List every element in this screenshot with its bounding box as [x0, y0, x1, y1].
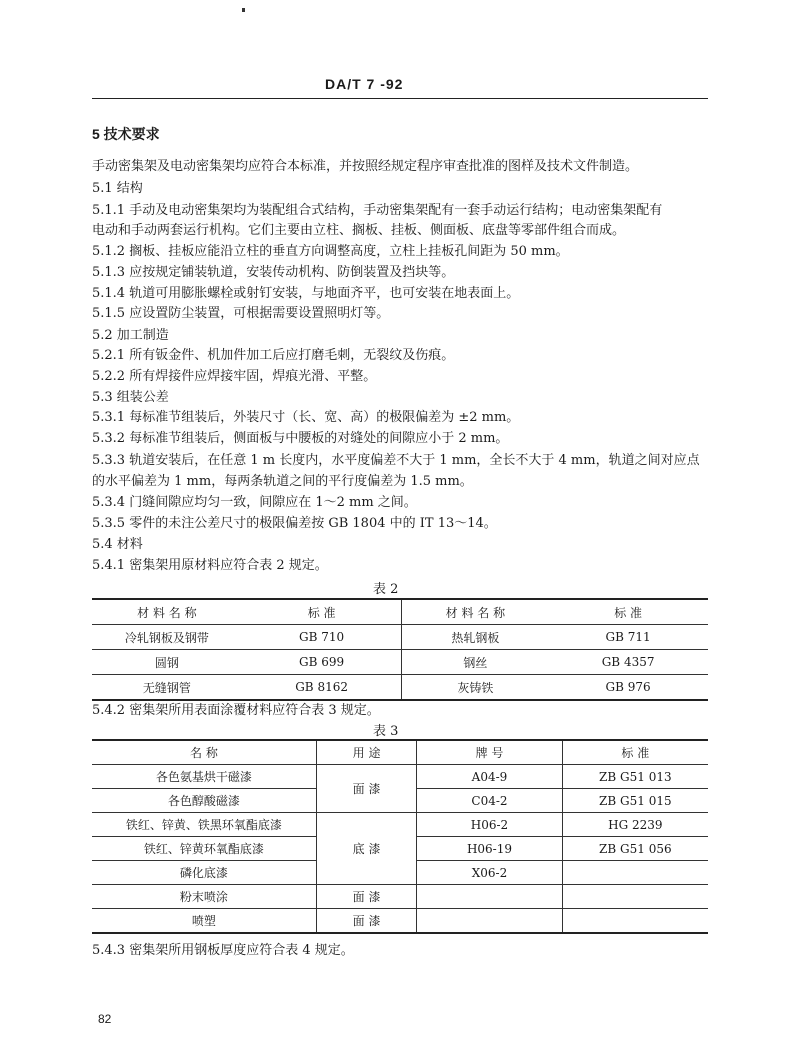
- table-row: [92, 765, 708, 789]
- table-cell: GB 710: [242, 625, 402, 650]
- clause-5-1-1-cont: 电动和手动两套运行机构。它们主要由立柱、搁板、挂板、侧面板、底盘等零部件组合而成。: [92, 223, 626, 238]
- table-3-caption: 表 3: [373, 724, 399, 739]
- table-cell: X06-2: [417, 861, 562, 885]
- table-header-cell: 名 称: [92, 740, 316, 765]
- clause-5-4-1: 5.4.1 密集架用原材料应符合表 2 规定。: [92, 558, 328, 573]
- clause-5-3-3-cont: 的水平偏差为 1 mm，每两条轨道之间的平行度偏差为 1.5 mm。: [92, 474, 473, 489]
- clause-5-1-5: 5.1.5 应设置防尘装置，可根据需要设置照明灯等。: [92, 306, 390, 321]
- table-cell: [562, 885, 708, 909]
- table-header-cell: 材 料 名 称: [92, 599, 242, 625]
- table-cell: 圆钢: [92, 650, 242, 675]
- clause-5-1-3: 5.1.3 应按规定铺装轨道，安装传动机构、防倒装置及挡块等。: [92, 265, 455, 280]
- page-header: DA/T 7 -92: [325, 76, 404, 92]
- table-header-cell: 标 准: [242, 599, 402, 625]
- table-cell: ZB G51 013: [562, 765, 708, 789]
- table-3: [92, 739, 708, 934]
- table-2: [92, 598, 708, 701]
- clause-5-1-2: 5.1.2 搁板、挂板应能沿立柱的垂直方向调整高度，立柱上挂板孔间距为 50 mm。: [92, 244, 569, 259]
- section-5-heading: 5 技术要求: [92, 126, 160, 142]
- table-cell: [562, 861, 708, 885]
- clause-5-2-1: 5.2.1 所有钣金件、机加件加工后应打磨毛刺，无裂纹及伤痕。: [92, 348, 455, 363]
- clause-5-2: 5.2 加工制造: [92, 328, 169, 343]
- table-row: [92, 599, 708, 625]
- table-cell: 各色醇酸磁漆: [92, 789, 316, 813]
- table-cell: [562, 909, 708, 934]
- table-cell: 粉末喷涂: [92, 885, 316, 909]
- table-cell: 钢丝: [402, 650, 548, 675]
- header-rule: [92, 98, 708, 99]
- table-cell: H06-2: [417, 813, 562, 837]
- table-2-caption: 表 2: [373, 582, 399, 597]
- clause-5-1-4: 5.1.4 轨道可用膨胀螺栓或射钉安装，与地面齐平，也可安装在地表面上。: [92, 286, 520, 301]
- clause-5-2-2: 5.2.2 所有焊接件应焊接牢固，焊痕光滑、平整。: [92, 369, 377, 384]
- table-header-cell: 牌 号: [417, 740, 562, 765]
- table-cell: ZB G51 015: [562, 789, 708, 813]
- table-cell: 各色氨基烘干磁漆: [92, 765, 316, 789]
- table-cell: ZB G51 056: [562, 837, 708, 861]
- table-cell: A04-9: [417, 765, 562, 789]
- table-cell: 面 漆: [316, 885, 416, 909]
- table-cell: HG 2239: [562, 813, 708, 837]
- table-cell: 喷塑: [92, 909, 316, 934]
- clause-5-3-1: 5.3.1 每标准节组装后，外装尺寸（长、宽、高）的极限偏差为 ±2 mm。: [92, 410, 520, 425]
- table-row: [92, 885, 708, 909]
- table-cell: GB 8162: [242, 675, 402, 701]
- table-row: [92, 909, 708, 934]
- table-row: [92, 740, 708, 765]
- table-cell: GB 711: [548, 625, 708, 650]
- table-cell: GB 976: [548, 675, 708, 701]
- clause-5-1: 5.1 结构: [92, 181, 143, 196]
- table-header-cell: 标 准: [562, 740, 708, 765]
- clause-5-4-3: 5.4.3 密集架所用钢板厚度应符合表 4 规定。: [92, 943, 354, 958]
- table-cell: 底 漆: [316, 813, 416, 885]
- clause-5-3-5: 5.3.5 零件的未注公差尺寸的极限偏差按 GB 1804 中的 IT 13～14。: [92, 516, 497, 531]
- scan-speck: [242, 8, 245, 12]
- table-cell: 铁红、锌黄环氧酯底漆: [92, 837, 316, 861]
- table-header-cell: 标 准: [548, 599, 708, 625]
- table-cell: GB 699: [242, 650, 402, 675]
- table-header-cell: 材 料 名 称: [402, 599, 548, 625]
- table-cell: H06-19: [417, 837, 562, 861]
- clause-5-4: 5.4 材料: [92, 537, 143, 552]
- table-cell: 灰铸铁: [402, 675, 548, 701]
- clause-5-1-1: 5.1.1 手动及电动密集架均为装配组合式结构，手动密集架配有一套手动运行结构；电动密集架配有: [92, 203, 663, 218]
- clause-5-3: 5.3 组装公差: [92, 390, 169, 405]
- clause-5-3-2: 5.3.2 每标准节组装后，侧面板与中腰板的对缝处的间隙应小于 2 mm。: [92, 431, 509, 446]
- table-cell: 热轧钢板: [402, 625, 548, 650]
- page-number: 82: [98, 1012, 112, 1026]
- clause-5-3-4: 5.3.4 门缝间隙应均匀一致，间隙应在 1～2 mm 之间。: [92, 495, 417, 510]
- table-row: [92, 675, 708, 701]
- table-cell: [417, 909, 562, 934]
- table-cell: 铁红、锌黄、铁黑环氧酯底漆: [92, 813, 316, 837]
- table-cell: GB 4357: [548, 650, 708, 675]
- table-row: [92, 625, 708, 650]
- table-row: [92, 813, 708, 837]
- clause-5-4-2: 5.4.2 密集架所用表面涂覆材料应符合表 3 规定。: [92, 703, 380, 718]
- table-cell: 面 漆: [316, 765, 416, 813]
- table-header-cell: 用 途: [316, 740, 416, 765]
- table-cell: 无缝钢管: [92, 675, 242, 701]
- table-cell: C04-2: [417, 789, 562, 813]
- table-cell: 磷化底漆: [92, 861, 316, 885]
- clause-5-3-3: 5.3.3 轨道安装后，在任意 1 m 长度内，水平度偏差不大于 1 mm，全长不大于 4 mm，轨道之间对应点: [92, 453, 700, 468]
- table-cell: 冷轧钢板及钢带: [92, 625, 242, 650]
- table-cell: [417, 885, 562, 909]
- table-cell: 面 漆: [316, 909, 416, 934]
- para-intro: 手动密集架及电动密集架均应符合本标准，并按照经规定程序审查批准的图样及技术文件制造。: [92, 159, 639, 174]
- table-row: [92, 650, 708, 675]
